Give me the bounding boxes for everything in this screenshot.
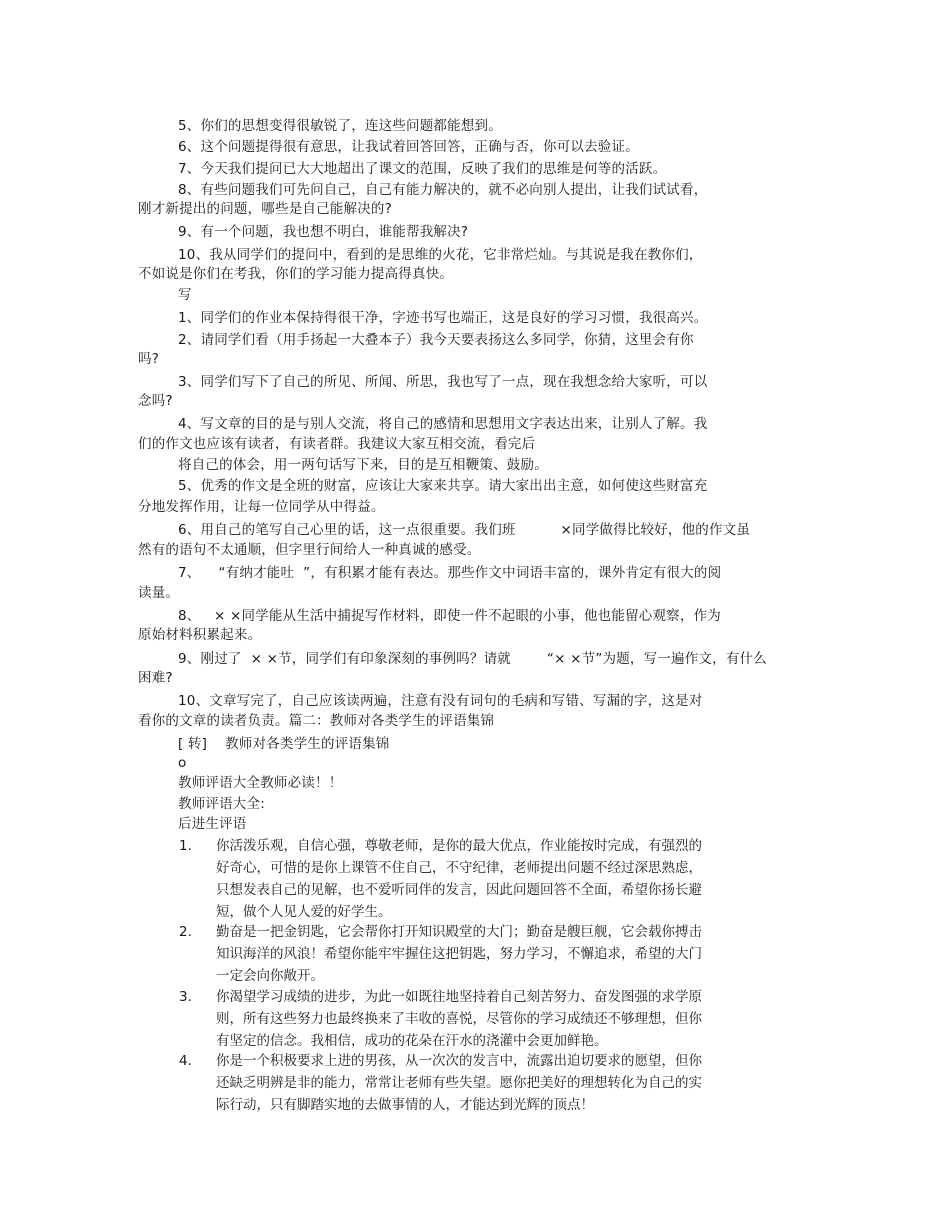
comment-line: 还缺乏明辨是非的能力，常常让老师有些失望。愿你把美好的理想转化为自己的实 [216, 1075, 702, 1091]
write-item-8: 8、 × ×同学能从生活中捕捉写作材料，即使一件不起眼的小事，他也能留心观察，作为 [178, 608, 721, 624]
write-item-8-cont: 原始材料积累起来。 [138, 627, 262, 643]
write-item-7: 7、 “有纳才能吐 ”，有积累才能有表达。那些作文中词语丰富的，课外肯定有很大的阅 [178, 565, 722, 581]
write-item-6: 6、用自己的笔写自己心里的话，这一点很重要。我们班 ×同学做得比较好，他的作文虽 [178, 522, 751, 538]
subtitle-comments: 教师评语大全: [178, 796, 265, 812]
comment-number: 1. [179, 838, 192, 854]
subtitle-must-read: 教师评语大全教师必读！！ [178, 775, 343, 791]
speak-item-8: 8、有些问题我们可先问自己，自己有能力解决的，就不必向别人提出，让我们试试看， [178, 182, 708, 198]
write-item-2-cont: 吗? [138, 351, 160, 367]
speak-item-6: 6、这个问题提得很有意思，让我试着回答回答，正确与否，你可以去验证。 [178, 139, 639, 155]
speak-item-8-cont: 刚才新提出的问题，哪些是自己能解决的? [138, 201, 392, 217]
comment-line: 知识海洋的风浪！希望你能牢牢握住这把钥匙，努力学习，不懈追求，希望的大门 [216, 946, 702, 962]
write-item-5-cont: 分地发挥作用，让每一位同学从中得益。 [138, 499, 385, 515]
write-item-4-cont2: 将自己的体会，用一两句话写下来，目的是互相鞭策、鼓励。 [178, 457, 548, 473]
comment-line: 际行动，只有脚踏实地的去做事情的人，才能达到光辉的顶点！ [216, 1097, 594, 1113]
write-item-3: 3、同学们写下了自己的所见、所闻、所思，我也写了一点，现在我想念给大家听，可以 [178, 374, 708, 390]
stray-character: o [178, 755, 187, 771]
write-item-2: 2、请同学们看（用手扬起一大叠本子）我今天要表扬这么多同学，你猜，这里会有你 [178, 332, 694, 348]
speak-item-5: 5、你们的思想变得很敏锐了，连这些问题都能想到。 [178, 118, 502, 134]
speak-item-7: 7、今天我们提问已大大地超出了课文的范围，反映了我们的思维是何等的活跃。 [178, 161, 667, 177]
write-item-10: 10、文章写完了，自己应该读两遍，注意有没有词句的毛病和写错、写漏的字，这是对 [178, 693, 703, 709]
write-item-9-cont: 困难? [138, 670, 173, 686]
comment-number: 3. [179, 989, 192, 1005]
speak-item-10: 10、我从同学们的提问中，看到的是思维的火花，它非常烂灿。与其说是我在教你们， [178, 247, 703, 263]
comment-line: 勤奋是一把金钥匙，它会帮你打开知识殿堂的大门；勤奋是艘巨舰，它会载你搏击 [216, 924, 702, 940]
comment-line: 你活泼乐观，自信心强，尊敬老师，是你的最大优点，作业能按时完成，有强烈的 [216, 838, 702, 854]
comment-line: 一定会向你敞开。 [216, 968, 324, 984]
write-item-6-cont: 然有的语句不太通顺，但字里行间给人一种真诚的感受。 [138, 542, 481, 558]
article-title: [ 转] 教师对各类学生的评语集锦 [178, 736, 390, 752]
comment-line: 你渴望学习成绩的进步，为此一如既往地坚持着自己刻苦努力、奋发图强的求学原 [216, 989, 702, 1005]
comment-number: 2. [179, 924, 192, 940]
speak-item-9: 9、有一个问题，我也想不明白，谁能帮我解决? [178, 224, 469, 240]
category-heading: 后进生评语 [178, 816, 247, 832]
comment-line: 只想发表自己的见解，也不爱听同伴的发言，因此问题回答不全面，希望你扬长避 [216, 882, 702, 898]
section-heading-write: 写 [178, 287, 192, 303]
write-item-3-cont: 念吗? [138, 393, 173, 409]
comment-line: 则，所有这些努力也最终换来了丰收的喜悦，尽管你的学习成绩还不够理想，但你 [216, 1011, 702, 1027]
write-item-10-cont: 看你的文章的读者负责。篇二：教师对各类学生的评语集锦 [138, 713, 495, 729]
comment-line: 你是一个积极要求上进的男孩，从一次次的发言中，流露出迫切要求的愿望，但你 [216, 1053, 702, 1069]
comment-number: 4. [179, 1053, 192, 1069]
write-item-5: 5、优秀的作文是全班的财富，应该让大家来共享。请大家出出主意，如何使这些财富充 [178, 478, 708, 494]
speak-item-10-cont: 不如说是你们在考我，你们的学习能力提高得真快。 [138, 266, 454, 282]
comment-line: 好奇心，可惜的是你上课管不住自己，不守纪律，老师提出问题不经过深思熟虑， [216, 860, 702, 876]
write-item-1: 1、同学们的作业本保持得很干净，字迹书写也端正，这是良好的学习习惯，我很高兴。 [178, 310, 708, 326]
write-item-4-cont: 们的作文也应该有读者，有读者群。我建议大家互相交流，看完后 [138, 436, 536, 452]
write-item-4: 4、写文章的目的是与别人交流，将自己的感情和思想用文字表达出来，让别人了解。我 [178, 416, 708, 432]
write-item-9: 9、刚过了 × ×节，同学们有印象深刻的事例吗？请就 “× ×节”为题，写一遍作文，有什么 [178, 651, 767, 667]
write-item-7-cont: 读量。 [138, 585, 180, 601]
comment-line: 有坚定的信念。我相信，成功的花朵在汗水的浇灌中会更加鲜艳。 [216, 1033, 608, 1049]
comment-line: 短，做个人见人爱的好学生。 [216, 904, 392, 920]
